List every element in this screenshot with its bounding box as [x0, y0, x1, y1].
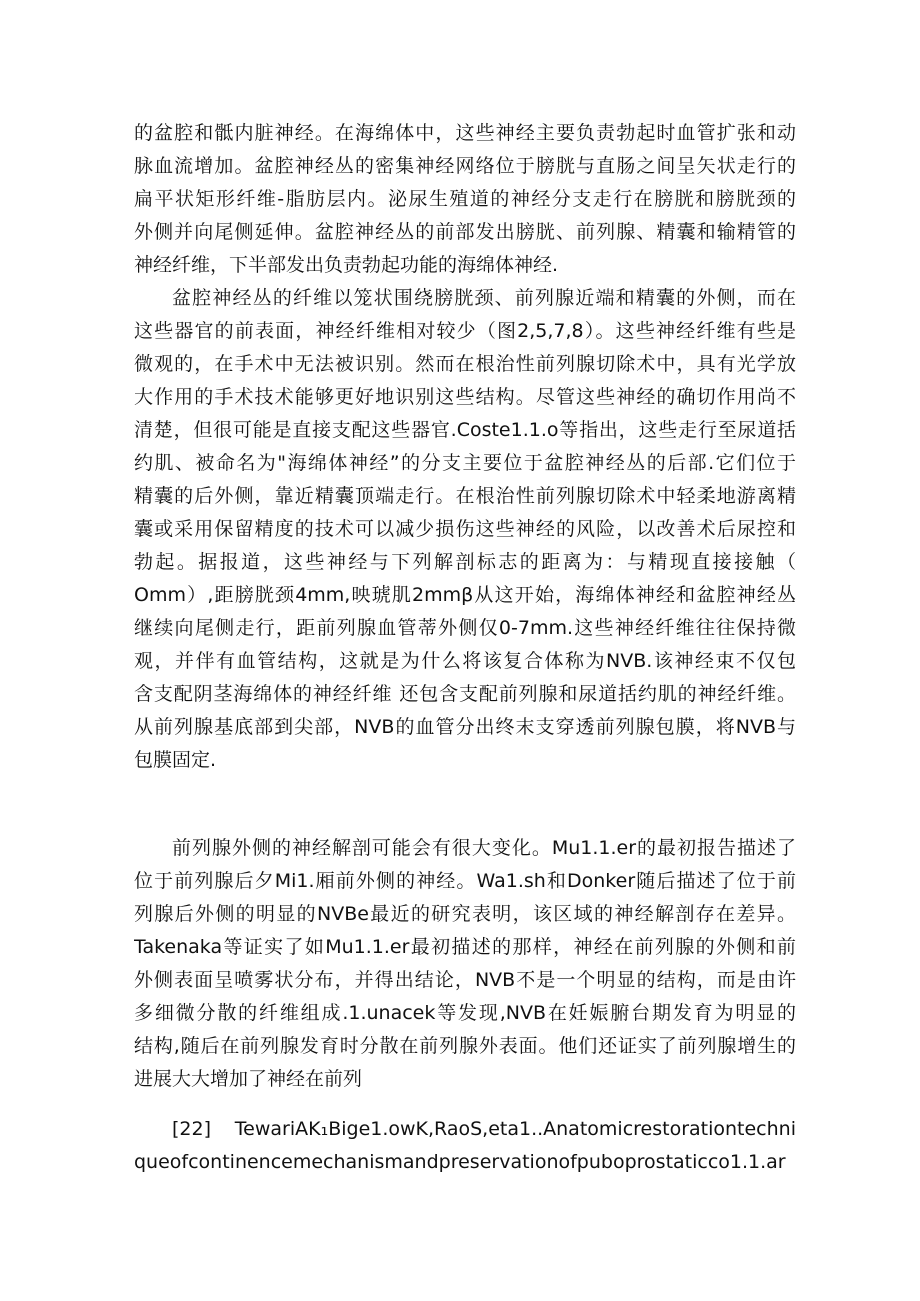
text-line: 神经纤维，下半部发出负责勃起功能的海绵体神经.	[134, 254, 559, 276]
text-line: 大作用的手术技术能够更好地识别这些结构。尽管这些神经的确切作用尚不	[134, 386, 796, 408]
text-line: 这些器官的前表面，神经纤维相对较少（图2,5,7,8）。这些神经纤维有些是	[134, 320, 796, 342]
text-line: 脉血流增加。盆腔神经丛的密集神经网络位于膀胱与直肠之间呈矢状走行的	[134, 155, 796, 177]
text-line: Omm）,距膀胱颈4mm,映琥肌2mmβ从这开始，海绵体神经和盆腔神经丛	[134, 584, 796, 606]
text-line: 包膜固定.	[134, 749, 217, 771]
text-line: 的盆腔和骶内脏神经。在海绵体中，这些神经主要负责勃起时血管扩张和动	[134, 122, 796, 144]
text-line: 外侧表面呈喷雾状分布，并得出结论，NVB不是一个明显的结构，而是由许	[134, 969, 796, 991]
text-line: Takenaka等证实了如Mu1.1.er最初描述的那样，神经在前列腺的外侧和前	[134, 936, 796, 958]
text-line: 含支配阴茎海绵体的神经纤维 还包含支配前列腺和尿道括约肌的神经纤维。	[134, 683, 796, 705]
text-line: 观，并伴有血管结构，这就是为什么将该复合体称为NVB.该神经束不仅包	[134, 650, 796, 672]
reference-line: queofcontinencemechanismandpreservationofpuboprostaticco1.1.ar	[134, 1151, 786, 1173]
paragraph-1	[134, 117, 796, 282]
text-line: 扁平状矩形纤维-脂肪层内。泌尿生殖道的神经分支走行在膀胱和膀胱颈的	[134, 188, 796, 210]
text-line: 囊或采用保留精度的技术可以减少损伤这些神经的风险，以改善术后尿控和	[134, 518, 796, 540]
text-line: 外侧并向尾侧延伸。盆腔神经丛的前部发出膀胱、前列腺、精囊和输精管的	[134, 221, 796, 243]
paragraph-2	[134, 282, 796, 777]
text-line: 从前列腺基底部到尖部，NVB的血管分出终末支穿透前列腺包膜，将NVB与	[134, 716, 796, 738]
text-line: 位于前列腺后夕Mi1.厢前外侧的神经。Wa1.sh和Donker随后描述了位于前	[134, 870, 796, 892]
text-line: 精囊的后外侧，靠近精囊顶端走行。在根治性前列腺切除术中轻柔地游离精	[134, 485, 796, 507]
text-line: 进展大大增加了神经在前列	[134, 1068, 363, 1090]
reference-line: [22] TewariAK₁Bige1.owK,RaoS,eta1..Anatomicrestorationtechni	[172, 1118, 796, 1140]
text-line: 继续向尾侧走行，距前列腺血管蒂外侧仅0-7mm.这些神经纤维往往保持微	[134, 617, 796, 639]
paragraph-3	[134, 832, 796, 1096]
text-line: 多细微分散的纤维组成.1.unacek等发现,NVB在妊娠腑台期发育为明显的	[134, 1002, 796, 1024]
text-line: 前列腺外侧的神经解剖可能会有很大变化。Mu1.1.er的最初报告描述了	[172, 837, 796, 859]
text-line: 勃起。据报道，这些神经与下列解剖标志的距离为：与精现直接接触（	[134, 551, 796, 573]
text-line: 列腺后外侧的明显的NVBe最近的研究表明，该区域的神经解剖存在差异。	[134, 903, 796, 925]
text-line: 清楚，但很可能是直接支配这些器官.Coste1.1.o等指出，这些走行至尿道括	[134, 419, 796, 441]
text-line: 盆腔神经丛的纤维以笼状围绕膀胱颈、前列腺近端和精囊的外侧，而在	[172, 287, 796, 309]
reference-entry	[134, 1113, 796, 1179]
text-line: 约肌、被命名为"海绵体神经”的分支主要位于盆腔神经丛的后部.它们位于	[134, 452, 796, 474]
text-line: 微观的，在手术中无法被识别。然而在根治性前列腺切除术中，具有光学放	[134, 353, 796, 375]
text-line: 结构,随后在前列腺发育时分散在前列腺外表面。他们还证实了前列腺增生的	[134, 1035, 796, 1057]
